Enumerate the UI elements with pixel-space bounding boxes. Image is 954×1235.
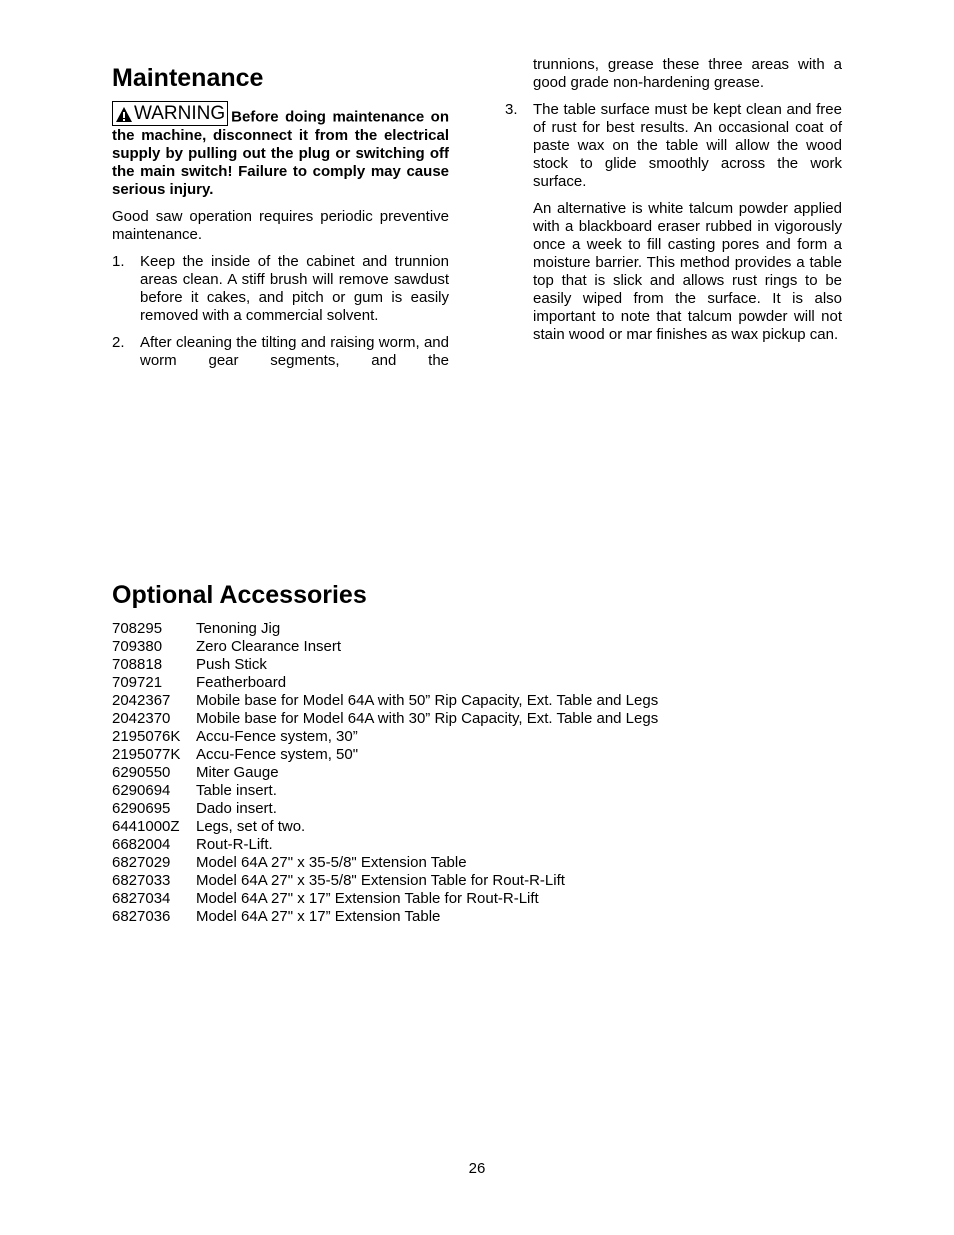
warning-badge-label: WARNING	[134, 103, 226, 124]
list-item	[112, 253, 449, 325]
accessory-code: 6827033	[112, 872, 171, 889]
accessory-row	[112, 728, 658, 746]
accessory-code: 6682004	[112, 836, 171, 853]
accessory-code: 708295	[112, 620, 163, 637]
accessory-row	[112, 854, 658, 872]
warning-triangle-icon	[115, 106, 133, 123]
accessory-description: Table insert.	[196, 782, 277, 799]
list-item-continued	[505, 56, 842, 92]
accessory-row	[112, 872, 658, 890]
list-item	[112, 334, 449, 370]
accessory-description: Tenoning Jig	[196, 620, 281, 637]
accessory-description: Mobile base for Model 64A with 50” Rip Capacity, Ext. Table and Legs	[196, 692, 659, 709]
accessories-list	[112, 620, 658, 926]
accessory-description: Accu-Fence system, 50"	[196, 746, 359, 763]
accessory-row	[112, 800, 658, 818]
accessory-code: 2195076K	[112, 728, 181, 745]
accessory-description: Model 64A 27" x 17” Extension Table for Rout-R-Lift	[196, 890, 539, 907]
list-item-text: trunnions, grease these three areas with a good grade non-hardening grease.	[533, 56, 842, 91]
accessory-row	[112, 818, 658, 836]
accessory-row	[112, 710, 658, 728]
accessory-code: 708818	[112, 656, 163, 673]
accessory-code: 2042370	[112, 710, 171, 727]
accessory-code: 6290695	[112, 800, 171, 817]
accessory-row	[112, 656, 658, 674]
list-item-extra	[505, 200, 842, 344]
maintenance-left-column	[112, 101, 449, 370]
accessory-code: 6827034	[112, 890, 171, 907]
accessory-row	[112, 746, 658, 764]
accessory-code: 2042367	[112, 692, 171, 709]
accessory-row	[112, 674, 658, 692]
maintenance-right-column	[505, 56, 842, 344]
accessory-code: 709721	[112, 674, 163, 691]
accessory-row	[112, 638, 658, 656]
list-item-number: 2.	[112, 333, 125, 351]
accessory-description: Model 64A 27" x 17” Extension Table	[196, 908, 441, 925]
accessory-row	[112, 620, 658, 638]
accessory-description: Dado insert.	[196, 800, 277, 817]
accessory-row	[112, 764, 658, 782]
accessories-heading: Optional Accessories	[112, 581, 367, 609]
accessory-code: 6827029	[112, 854, 171, 871]
accessory-description: Accu-Fence system, 30”	[196, 728, 358, 745]
accessory-code: 6441000Z	[112, 818, 180, 835]
maintenance-heading: Maintenance	[112, 64, 264, 92]
list-item	[505, 101, 842, 191]
list-item-number: 1.	[112, 252, 125, 270]
list-item-text: The table surface must be kept clean and free of rust for best results. An occasional coat of paste wax on the table will allow the wood stock to glide smoothly across the work surface.	[533, 101, 842, 190]
accessory-code: 709380	[112, 638, 163, 655]
list-item-text: Keep the inside of the cabinet and trunnion areas clean. A stiff brush will remove sawdust before it cakes, and pitch or gum is easily removed with a commercial solvent.	[140, 252, 449, 324]
accessory-description: Push Stick	[196, 656, 267, 673]
accessory-description: Model 64A 27" x 35-5/8" Extension Table	[196, 854, 467, 871]
warning-paragraph	[112, 101, 449, 199]
accessory-description: Legs, set of two.	[196, 818, 306, 835]
accessory-description: Miter Gauge	[196, 764, 279, 781]
accessory-code: 6290694	[112, 782, 171, 799]
accessory-row	[112, 692, 658, 710]
accessory-row	[112, 908, 658, 926]
accessory-description: Zero Clearance Insert	[196, 638, 342, 655]
accessory-code: 6827036	[112, 908, 171, 925]
accessory-code: 2195077K	[112, 746, 181, 763]
page-number: 26	[468, 1160, 486, 1177]
maintenance-intro: Good saw operation requires periodic preventive maintenance.	[112, 207, 449, 243]
warning-badge	[112, 101, 228, 126]
list-item-text: After cleaning the tilting and raising worm, and worm gear segments, and the	[140, 333, 449, 369]
accessory-row	[112, 890, 658, 908]
list-item-text: An alternative is white talcum powder applied with a blackboard eraser rubbed in vigorously once a week to fill casting pores and form a moisture barrier. This method provides a table top that is slick and allows rust rings to be easily wiped from the surface. It is also important to note that talcum powder will not stain wood or mar finishes as wax pickup can.	[533, 200, 842, 343]
accessory-description: Model 64A 27" x 35-5/8" Extension Table for Rout-R-Lift	[196, 872, 565, 889]
accessory-row	[112, 782, 658, 800]
warning-text: Before doing maintenance on the machine, disconnect it from the electrical supply by pulling out the plug or switching off the main switch! Failure to comply may cause serious injury.	[112, 108, 449, 198]
accessory-code: 6290550	[112, 764, 171, 781]
accessory-description: Mobile base for Model 64A with 30” Rip Capacity, Ext. Table and Legs	[196, 710, 659, 727]
accessory-description: Featherboard	[196, 674, 287, 691]
accessory-description: Rout-R-Lift.	[196, 836, 273, 853]
list-item-number: 3.	[505, 101, 518, 118]
accessory-row	[112, 836, 658, 854]
